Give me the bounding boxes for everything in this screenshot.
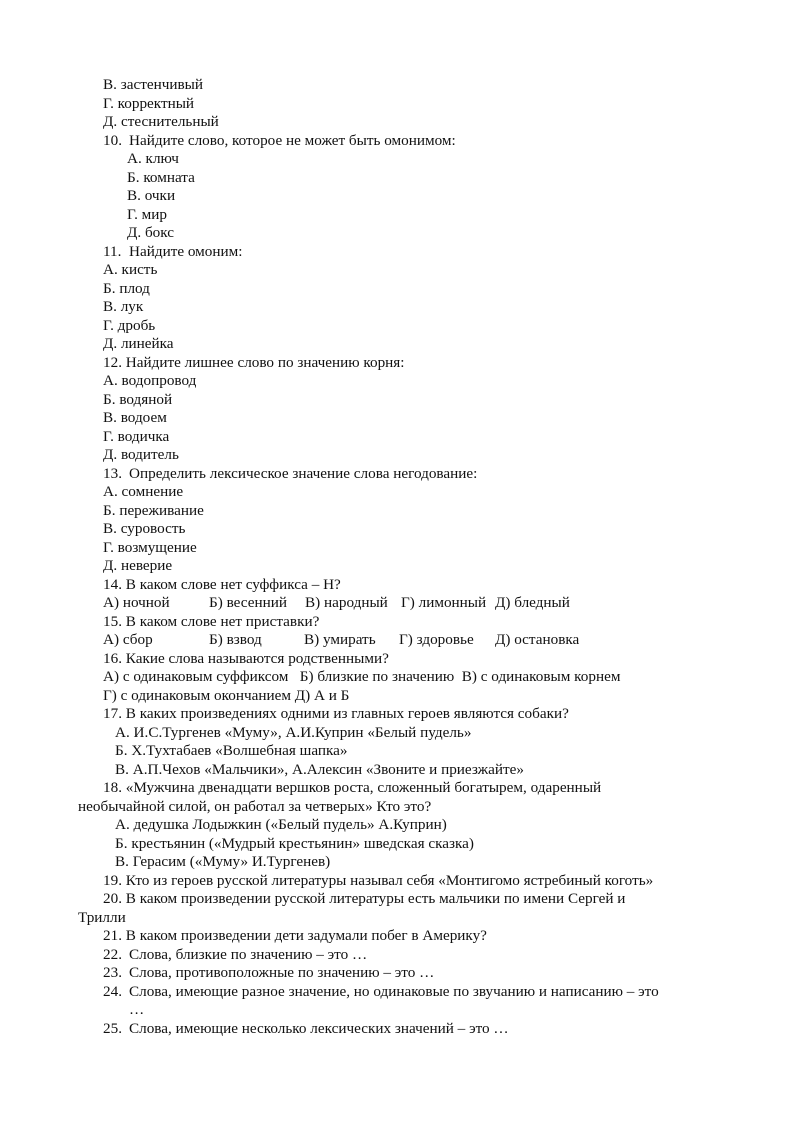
q17-option-b: Б. Х.Тухтабаев «Волшебная шапка» (115, 742, 348, 759)
q15-option-b: Б) взвод (209, 631, 262, 648)
q13-text: Определить лексическое значение слова негодование: (129, 465, 478, 482)
q11-question (103, 243, 242, 262)
q11-option-b: Б. плод (103, 280, 150, 297)
q24-question (103, 983, 659, 1002)
q10-option-d: Д. бокс (127, 224, 175, 241)
q23-number: 23. (103, 964, 122, 981)
q18-question-line2: необычайной силой, он работал за четверых» Кто это? (78, 798, 432, 815)
q11-text: Найдите омоним: (129, 243, 243, 260)
q12-option-d: Д. водитель (103, 446, 179, 463)
q18-option-a: А. дедушка Лодыжкин («Белый пудель» А.Куприн) (115, 816, 447, 833)
q10-option-v: В. очки (127, 187, 176, 204)
q20-question-line1: 20. В каком произведении русской литературы есть мальчики по имени Сергей и (103, 890, 626, 907)
q16-options-line2: Г) с одинаковым окончанием Д) А и Б (103, 687, 350, 704)
q24-number: 24. (103, 983, 122, 1000)
q13-number: 13. (103, 465, 122, 482)
q25-text: Слова, имеющие несколько лексических значений – это … (129, 1020, 509, 1037)
q14-options (103, 594, 570, 613)
q9-option-g: Г. корректный (103, 95, 195, 112)
q23-text: Слова, противоположные по значению – это … (129, 964, 435, 981)
q10-option-b: Б. комната (127, 169, 195, 186)
q10-question (103, 132, 456, 151)
q11-option-v: В. лук (103, 298, 144, 315)
q15-option-g: Г) здоровье (399, 631, 474, 648)
q14-option-d: Д) бледный (495, 594, 570, 611)
q10-text: Найдите слово, которое не может быть омонимом: (129, 132, 456, 149)
q17-option-v: В. А.П.Чехов «Мальчики», А.Алексин «Звоните и приезжайте» (115, 761, 524, 778)
q14-option-a: А) ночной (103, 594, 170, 611)
q23-question (103, 964, 434, 983)
q20-question-line2: Трилли (78, 909, 126, 926)
q13-option-d: Д. неверие (103, 557, 173, 574)
q12-option-g: Г. водичка (103, 428, 170, 445)
q18-option-v: В. Герасим («Муму» И.Тургенев) (115, 853, 331, 870)
q11-number: 11. (103, 243, 122, 260)
q25-question (103, 1020, 509, 1039)
q21-question: 21. В каком произведении дети задумали побег в Америку? (103, 927, 487, 944)
q14-option-g: Г) лимонный (401, 594, 487, 611)
q13-option-v: В. суровость (103, 520, 186, 537)
q15-options (103, 631, 579, 650)
q12-option-b: Б. водяной (103, 391, 173, 408)
q24-text: Слова, имеющие разное значение, но одинаковые по звучанию и написанию – это (129, 983, 659, 1000)
q14-question: 14. В каком слове нет суффикса – Н? (103, 576, 341, 593)
q13-question (103, 465, 477, 484)
q15-option-d: Д) остановка (495, 631, 580, 648)
q13-option-a: А. сомнение (103, 483, 184, 500)
q24-continuation: … (129, 1001, 145, 1018)
q9-option-v: В. застенчивый (103, 76, 203, 93)
q15-option-v: В) умирать (304, 631, 376, 648)
q16-question: 16. Какие слова называются родственными? (103, 650, 389, 667)
q19-question: 19. Кто из героев русской литературы называл себя «Монтигомо ястребиный коготь» (103, 872, 654, 889)
q18-question-line1: 18. «Мужчина двенадцати вершков роста, сложенный богатырем, одаренный (103, 779, 602, 796)
q17-question: 17. В каких произведениях одними из главных героев являются собаки? (103, 705, 569, 722)
q14-option-v: В) народный (305, 594, 388, 611)
q12-option-v: В. водоем (103, 409, 167, 426)
q11-option-a: А. кисть (103, 261, 158, 278)
q9-option-d: Д. стеснительный (103, 113, 219, 130)
q13-option-b: Б. переживание (103, 502, 204, 519)
q22-question (103, 946, 367, 965)
q15-question: 15. В каком слове нет приставки? (103, 613, 320, 630)
q12-option-a: А. водопровод (103, 372, 197, 389)
q25-number: 25. (103, 1020, 122, 1037)
q10-number: 10. (103, 132, 122, 149)
q17-option-a: А. И.С.Тургенев «Муму», А.И.Куприн «Белый пудель» (115, 724, 472, 741)
q16-options-line1: А) с одинаковым суффиксом Б) близкие по значению В) с одинаковым корнем (103, 668, 621, 685)
q22-number: 22. (103, 946, 122, 963)
q11-option-d: Д. линейка (103, 335, 174, 352)
q13-option-g: Г. возмущение (103, 539, 197, 556)
q18-option-b: Б. крестьянин («Мудрый крестьянин» шведская сказка) (115, 835, 474, 852)
q15-option-a: А) сбор (103, 631, 153, 648)
q10-option-g: Г. мир (127, 206, 167, 223)
q11-option-g: Г. дробь (103, 317, 156, 334)
q22-text: Слова, близкие по значению – это … (129, 946, 368, 963)
q14-option-b: Б) весенний (209, 594, 287, 611)
q10-option-a: А. ключ (127, 150, 179, 167)
q12-question: 12. Найдите лишнее слово по значению корня: (103, 354, 405, 371)
